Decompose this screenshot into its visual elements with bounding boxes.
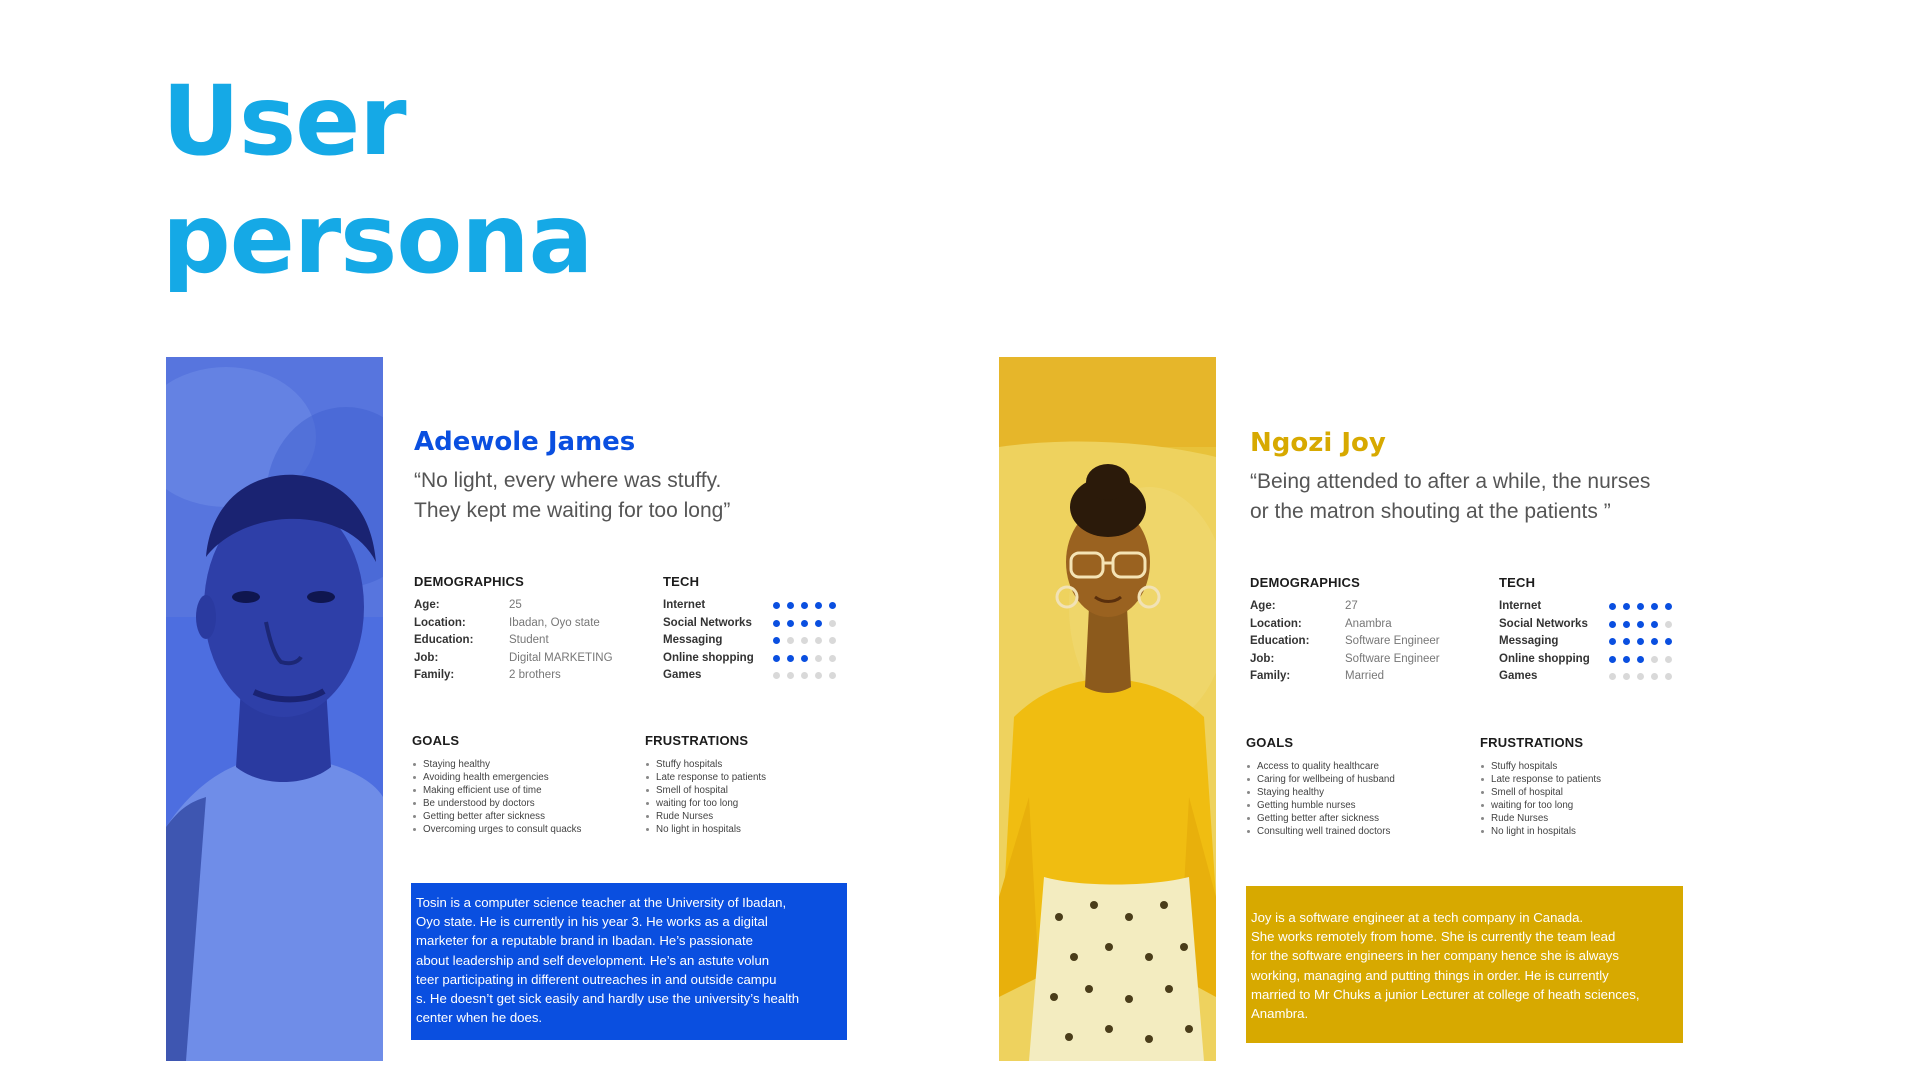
tech-row	[1499, 633, 1672, 651]
rating-dot	[1637, 621, 1644, 628]
rating-dot	[1651, 638, 1658, 645]
demographic-label: Job:	[414, 651, 439, 664]
rating-dot	[1665, 621, 1672, 628]
rating-dot	[815, 655, 822, 662]
rating-dot	[787, 637, 794, 644]
demographic-row	[414, 615, 613, 633]
rating-dot	[1665, 673, 1672, 680]
tech-label: Social Networks	[663, 616, 752, 629]
frustration-item: Late response to patients	[1480, 773, 1601, 786]
rating-dot	[1623, 656, 1630, 663]
demographic-label: Family:	[414, 669, 455, 681]
tech-label: Messaging	[663, 634, 723, 646]
persona-bio	[411, 883, 847, 1040]
persona-quote: “Being attended to after a while, the nurses or the matron shouting at the patients ”	[1250, 470, 1651, 523]
rating-dot	[1609, 656, 1616, 663]
persona-bio-text: Tosin is a computer science teacher at the University of Ibadan, Oyo state. He is currently in his year 3. He works as a digital marketer for a reputable brand in Ibadan. He’s passionate about leadership and self development. He’s an astute volun teer participating in different outreaches in and outside campu s. He doesn’t get sick easily and hardly use the university’s health center when he does.	[416, 895, 800, 1026]
demographic-label: Education:	[414, 634, 474, 646]
demographic-row	[1250, 651, 1440, 669]
frustration-item: Late response to patients	[645, 771, 766, 784]
goal-item: Consulting well trained doctors	[1246, 825, 1395, 838]
rating-dot	[773, 602, 780, 609]
page-title-line2: persona	[162, 183, 593, 295]
rating-dot	[1637, 638, 1644, 645]
rating-dot	[815, 620, 822, 627]
tech-list	[1499, 598, 1672, 686]
rating-dot	[773, 620, 780, 627]
rating-dot	[815, 672, 822, 679]
goal-item: Making efficient use of time	[412, 784, 581, 797]
rating-dot	[787, 672, 794, 679]
rating-dot	[1623, 603, 1630, 610]
demographics-list	[1250, 598, 1440, 686]
frustration-item: Smell of hospital	[645, 784, 766, 797]
rating-dot	[1609, 621, 1616, 628]
rating-dot	[1651, 603, 1658, 610]
frustrations-title: FRUSTRATIONS	[645, 733, 749, 748]
rating-dot	[787, 620, 794, 627]
goal-item: Staying healthy	[412, 758, 581, 771]
demographic-row	[1250, 668, 1440, 686]
demographic-value: 25	[509, 599, 522, 611]
rating-dot	[801, 637, 808, 644]
tech-row	[663, 632, 836, 650]
tech-title: TECH	[1499, 575, 1536, 590]
persona-name: Adewole James	[414, 427, 636, 457]
persona-name: Ngozi Joy	[1250, 428, 1386, 458]
demographic-row	[414, 667, 613, 685]
rating-dot	[801, 655, 808, 662]
demographic-value: 27	[1345, 600, 1358, 612]
demographic-row	[1250, 616, 1440, 634]
demographic-label: Location:	[414, 616, 466, 629]
frustration-item: waiting for too long	[645, 797, 766, 810]
tech-rating	[773, 602, 836, 609]
rating-dot	[1651, 621, 1658, 628]
tech-rating	[1609, 638, 1672, 645]
tech-rating	[1609, 621, 1672, 628]
rating-dot	[1609, 673, 1616, 680]
rating-dot	[829, 602, 836, 609]
rating-dot	[801, 620, 808, 627]
goals-list	[412, 758, 581, 836]
rating-dot	[1637, 673, 1644, 680]
goals-list	[1246, 760, 1395, 838]
demographic-label: Family:	[1250, 670, 1291, 682]
tech-label: Games	[1499, 670, 1538, 682]
rating-dot	[829, 672, 836, 679]
persona-photo-ngozi	[999, 357, 1216, 1061]
rating-dot	[773, 655, 780, 662]
demographic-value: Digital MARKETING	[509, 651, 613, 664]
tech-label: Social Networks	[1499, 617, 1588, 630]
goal-item: Avoiding health emergencies	[412, 771, 581, 784]
goals-title: GOALS	[1246, 735, 1294, 750]
demographic-row	[414, 632, 613, 650]
tech-row	[1499, 616, 1672, 634]
rating-dot	[1637, 656, 1644, 663]
rating-dot	[773, 672, 780, 679]
rating-dot	[801, 672, 808, 679]
demographic-value: Student	[509, 634, 549, 646]
tech-row	[663, 615, 836, 633]
tech-row	[663, 667, 836, 685]
goal-item: Getting better after sickness	[1246, 812, 1395, 825]
rating-dot	[787, 602, 794, 609]
rating-dot	[1609, 603, 1616, 610]
frustrations-list	[645, 758, 766, 836]
goal-item: Access to quality healthcare	[1246, 760, 1395, 773]
frustration-item: waiting for too long	[1480, 799, 1601, 812]
tech-list	[663, 597, 836, 685]
rating-dot	[1623, 638, 1630, 645]
tech-label: Online shopping	[663, 651, 754, 664]
persona-photo-adewole	[166, 357, 383, 1061]
page-title	[162, 62, 592, 298]
demographic-value: Ibadan, Oyo state	[509, 616, 600, 629]
rating-dot	[1665, 638, 1672, 645]
demographics-title: DEMOGRAPHICS	[1250, 575, 1361, 590]
rating-dot	[1623, 673, 1630, 680]
frustration-item: Smell of hospital	[1480, 786, 1601, 799]
demographic-value: Software Engineer	[1345, 635, 1440, 647]
tech-row	[1499, 598, 1672, 616]
frustration-item: Rude Nurses	[1480, 812, 1601, 825]
frustration-item: Rude Nurses	[645, 810, 766, 823]
demographic-value: 2 brothers	[509, 669, 561, 681]
tech-rating	[773, 672, 836, 679]
persona-quote: “No light, every where was stuffy. They kept me waiting for too long”	[414, 469, 731, 522]
demographics-title: DEMOGRAPHICS	[414, 574, 525, 589]
frustration-item: Stuffy hospitals	[645, 758, 766, 771]
tech-rating	[773, 655, 836, 662]
demographic-value: Married	[1345, 670, 1384, 682]
tech-rating	[773, 637, 836, 644]
goals-title: GOALS	[412, 733, 460, 748]
rating-dot	[829, 655, 836, 662]
demographic-row	[1250, 598, 1440, 616]
tech-title: TECH	[663, 574, 700, 589]
goal-item: Overcoming urges to consult quacks	[412, 823, 581, 836]
tech-label: Internet	[663, 599, 706, 611]
demographic-label: Job:	[1250, 652, 1275, 665]
demographic-label: Location:	[1250, 617, 1302, 630]
tech-label: Online shopping	[1499, 652, 1590, 665]
demographic-label: Education:	[1250, 635, 1310, 647]
rating-dot	[1637, 603, 1644, 610]
rating-dot	[773, 637, 780, 644]
demographic-label: Age:	[1250, 600, 1276, 612]
persona-bio	[1246, 886, 1683, 1043]
demographic-value: Anambra	[1345, 617, 1392, 630]
demographics-list	[414, 597, 613, 685]
rating-dot	[1665, 603, 1672, 610]
persona-bio-text: Joy is a software engineer at a tech company in Canada. She works remotely from home. She is currently the team lead for the software engineers in her company hence she is always working, managing and putting things in order. He is currently married to Mr Chuks a junior Lecturer at college of heath sciences, Anambra.	[1251, 910, 1640, 1022]
rating-dot	[787, 655, 794, 662]
rating-dot	[829, 637, 836, 644]
rating-dot	[1609, 638, 1616, 645]
rating-dot	[829, 620, 836, 627]
rating-dot	[1665, 656, 1672, 663]
rating-dot	[1651, 656, 1658, 663]
frustrations-list	[1480, 760, 1601, 838]
rating-dot	[815, 602, 822, 609]
goal-item: Caring for wellbeing of husband	[1246, 773, 1395, 786]
tech-rating	[1609, 656, 1672, 663]
rating-dot	[801, 602, 808, 609]
tech-rating	[773, 620, 836, 627]
tech-label: Internet	[1499, 600, 1542, 612]
tech-label: Games	[663, 669, 702, 681]
tech-label: Messaging	[1499, 635, 1559, 647]
rating-dot	[1623, 621, 1630, 628]
frustration-item: No light in hospitals	[1480, 825, 1601, 838]
demographic-row	[1250, 633, 1440, 651]
goal-item: Getting better after sickness	[412, 810, 581, 823]
goal-item: Getting humble nurses	[1246, 799, 1395, 812]
tech-row	[663, 650, 836, 668]
goal-item: Be understood by doctors	[412, 797, 581, 810]
tech-row	[1499, 651, 1672, 669]
frustration-item: Stuffy hospitals	[1480, 760, 1601, 773]
frustration-item: No light in hospitals	[645, 823, 766, 836]
rating-dot	[1651, 673, 1658, 680]
demographic-label: Age:	[414, 599, 440, 611]
goal-item: Staying healthy	[1246, 786, 1395, 799]
tech-row	[1499, 668, 1672, 686]
demographic-row	[414, 597, 613, 615]
tech-rating	[1609, 603, 1672, 610]
demographic-value: Software Engineer	[1345, 652, 1440, 665]
frustrations-title: FRUSTRATIONS	[1480, 735, 1584, 750]
tech-row	[663, 597, 836, 615]
tech-rating	[1609, 673, 1672, 680]
page-title-line1: User	[162, 65, 406, 177]
demographic-row	[414, 650, 613, 668]
rating-dot	[815, 637, 822, 644]
